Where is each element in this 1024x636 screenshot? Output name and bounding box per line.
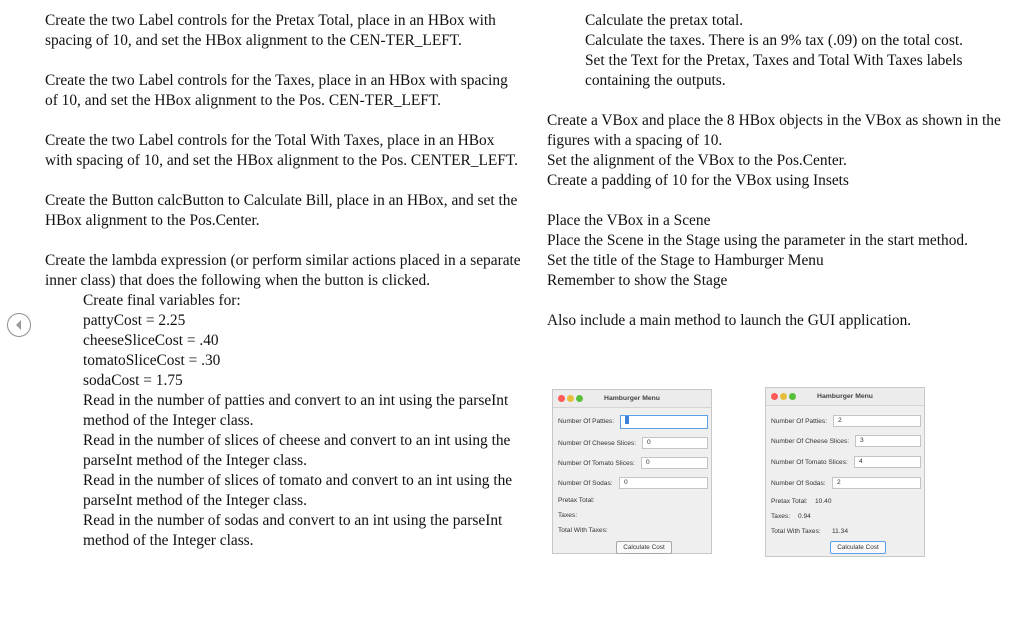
- sodas-label: Number Of Sodas:: [558, 480, 613, 487]
- cheese-input[interactable]: 0: [642, 437, 708, 449]
- step-show: Remember to show the Stage: [547, 272, 728, 289]
- step-title: Set the title of the Stage to Hamburger Menu: [547, 252, 824, 269]
- patties-label: Number Of Patties:: [771, 418, 828, 425]
- step-tomato-cost: tomatoSliceCost = .30: [83, 352, 221, 369]
- pretax-label: Pretax Total:: [771, 498, 808, 505]
- window-title: Hamburger Menu: [604, 395, 660, 402]
- window-title: Hamburger Menu: [817, 393, 873, 400]
- left-column: [45, 11, 523, 551]
- step-read-sodas: Read in the number of sodas and convert to an int using the parseInt method of the Integer class.: [83, 512, 503, 549]
- step-pretax: Calculate the pretax total.: [585, 12, 744, 29]
- chevron-left-icon: [14, 319, 24, 331]
- calc-steps: [585, 11, 1024, 91]
- paragraph-taxes-labels: Create the two Label controls for the Taxes, place in an HBox with spacing of 10, and set the HBox alignment to the Pos. CEN-TER_LEFT.: [45, 72, 508, 109]
- patties-input[interactable]: 2: [833, 415, 921, 427]
- back-button[interactable]: [7, 313, 31, 337]
- step-read-tomato: Read in the number of slices of tomato and convert to an int using the parseInt method of the Integer class.: [83, 472, 513, 509]
- taxes-label: Taxes:: [771, 513, 791, 520]
- step-cheese-cost: cheeseSliceCost = .40: [83, 332, 219, 349]
- window-titlebar: [553, 390, 711, 408]
- total-label: Total With Taxes:: [558, 527, 608, 534]
- step-set-text: Set the Text for the Pretax, Taxes and Total With Taxes labels containing the outputs.: [585, 52, 963, 89]
- cheese-label: Number Of Cheese Slices:: [558, 440, 637, 447]
- paragraph-calc-button: Create the Button calcButton to Calculate Bill, place in an HBox, and set the HBox alignment to the Pos.Center.: [45, 192, 518, 229]
- pretax-label: Pretax Total:: [558, 497, 595, 504]
- paragraph-pretax-labels: Create the two Label controls for the Pretax Total, place in an HBox with spacing of 10, and set the HBox alignment to the CEN-TER_LEFT.: [45, 12, 496, 49]
- step-taxes: Calculate the taxes. There is an 9% tax (.09) on the total cost.: [585, 32, 963, 49]
- tomato-label: Number Of Tomato Slices:: [771, 459, 848, 466]
- sodas-input[interactable]: 2: [832, 477, 921, 489]
- step-patty-cost: pattyCost = 2.25: [83, 312, 186, 329]
- step-read-patties: Read in the number of patties and convert to an int using the parseInt method of the Integer class.: [83, 392, 509, 429]
- tomato-label: Number Of Tomato Slices:: [558, 460, 635, 467]
- text-caret: [625, 416, 629, 424]
- step-final-vars: Create final variables for:: [83, 292, 241, 309]
- lambda-steps: [83, 291, 523, 551]
- paragraph-total-labels: Create the two Label controls for the Total With Taxes, place in an HBox with spacing of 10, and set the HBox alignment to the Pos. CENTER_LEFT.: [45, 132, 518, 169]
- tomato-input[interactable]: 0: [641, 457, 708, 469]
- sodas-label: Number Of Sodas:: [771, 480, 826, 487]
- patties-label: Number Of Patties:: [558, 418, 615, 425]
- cheese-input[interactable]: 3: [855, 435, 921, 447]
- hamburger-window-empty: [552, 389, 712, 554]
- step-vbox: Create a VBox and place the 8 HBox objects in the VBox as shown in the figures with a spacing of 10.: [547, 112, 1001, 149]
- window-titlebar: [766, 388, 924, 406]
- right-column: [547, 11, 1024, 331]
- calculate-cost-button[interactable]: Calculate Cost: [830, 541, 886, 554]
- pretax-value: 10.40: [815, 498, 832, 505]
- step-main-method: Also include a main method to launch the GUI application.: [547, 312, 912, 329]
- paragraph-lambda: Create the lambda expression (or perform similar actions placed in a separate inner class) that does the following when the button is clicked.: [45, 252, 521, 289]
- total-label: Total With Taxes:: [771, 528, 821, 535]
- calculate-cost-button[interactable]: Calculate Cost: [616, 541, 672, 554]
- step-soda-cost: sodaCost = 1.75: [83, 372, 183, 389]
- sodas-input[interactable]: 0: [619, 477, 708, 489]
- step-scene: Place the VBox in a Scene: [547, 212, 711, 229]
- step-read-cheese: Read in the number of slices of cheese and convert to an int using the parseInt method of the Integer class.: [83, 432, 511, 469]
- cheese-label: Number Of Cheese Slices:: [771, 438, 850, 445]
- tomato-input[interactable]: 4: [854, 456, 921, 468]
- step-stage: Place the Scene in the Stage using the parameter in the start method.: [547, 232, 968, 249]
- step-vbox-align: Set the alignment of the VBox to the Pos.Center.: [547, 152, 847, 169]
- vbox-steps: [547, 111, 1024, 191]
- patties-input[interactable]: [620, 415, 708, 429]
- total-value: 11.34: [832, 528, 849, 535]
- taxes-value: 0.94: [798, 513, 811, 520]
- stage-steps: [547, 211, 1024, 291]
- hamburger-window-filled: [765, 387, 925, 557]
- step-vbox-padding: Create a padding of 10 for the VBox using Insets: [547, 172, 849, 189]
- taxes-label: Taxes:: [558, 512, 578, 519]
